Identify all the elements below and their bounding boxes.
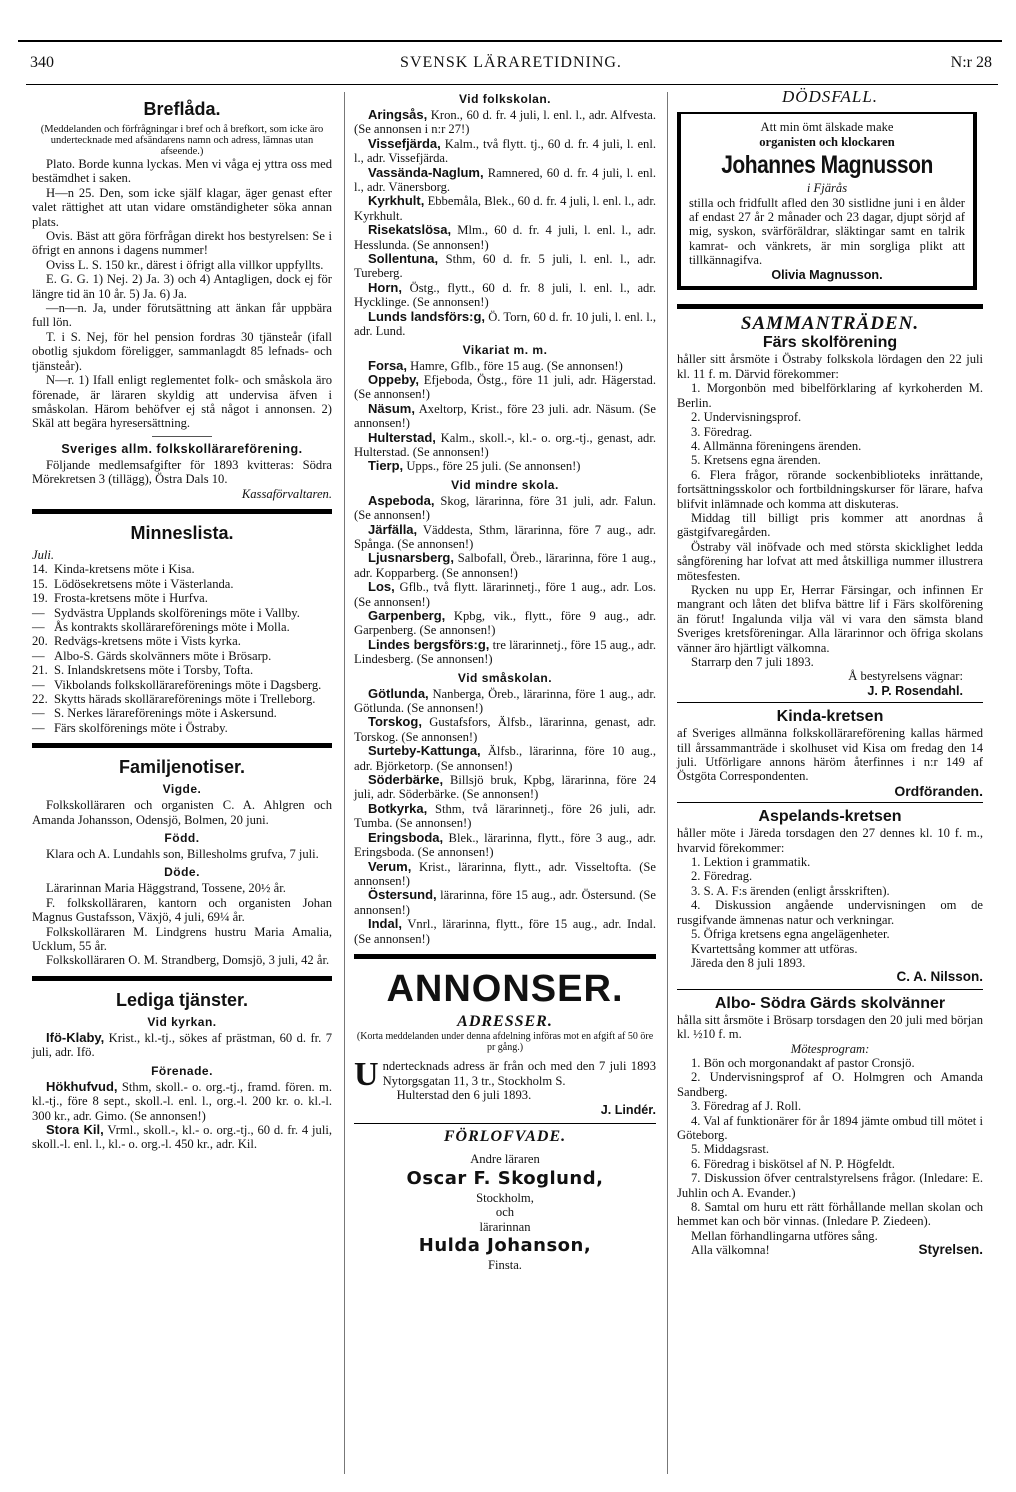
listing-entry (354, 166, 656, 195)
agenda-item: 6. Flera frågor, rörande sockenbiblioteks inrättande, fortsättningsskolor och fortbildningskurser för lärare, hafva blifvit inlämnade och komma att diskuteras. (677, 467, 983, 511)
agenda-item: 7. Diskussion öfver centralstyrelsens frågor. (Inledare: E. Juhlin och A. Evander.) (677, 1171, 983, 1200)
place-name: Tierp, (368, 458, 404, 474)
place-name: Ljusnarsberg, (368, 550, 454, 566)
calendar-event: Vikbolands folkskollärareförenings möte i Dagsberg. (54, 677, 322, 692)
listing-entry (354, 223, 656, 252)
listing-entry (354, 252, 656, 281)
listing-entry (354, 917, 656, 946)
place-name: Torskog, (368, 714, 422, 730)
listing-details: lärarinna, före 15 aug., adr. Östersund. (Se annonsen!) (354, 888, 656, 917)
place-name: Lunds landsförs:g, (368, 308, 486, 324)
listing-entry (32, 1080, 332, 1123)
calendar-day: 14. (32, 562, 48, 577)
listing-entry (354, 744, 656, 773)
subheading: Vikariat m. m. (462, 342, 548, 357)
place-name: Götlunda, (368, 685, 429, 701)
section-heading: Sveriges allm. folkskollärareförening. (61, 441, 303, 456)
calendar-item (32, 692, 332, 706)
listing-entry (354, 580, 656, 609)
listing-entry (354, 373, 656, 402)
divider (677, 304, 983, 309)
agenda-item: 5. Öfriga kretsens egna angelägenheter. (691, 927, 890, 942)
death-entry: F. folkskolläraren, kantorn och organisten Johan Magnus Gustafsson, Växjö, 4 juli, 69¼ år. (32, 895, 332, 925)
signature: Kassaförvaltaren. (241, 486, 332, 501)
listing-entry (354, 638, 656, 667)
dateline: Järeda den 8 juli 1893. (691, 955, 806, 970)
death-entry: Folkskolläraren O. M. Strandberg, Domsjö, 3 juli, 42 år. (46, 953, 330, 968)
paragraph: håller sitt årsmöte i Östraby folkskola lördagen den 22 juli kl. 11 f. m. Därvid förekommer: (677, 352, 983, 381)
subheading: Kinda-kretsen (776, 708, 884, 726)
dateline: Hulterstad den 6 juli 1893. (396, 1088, 532, 1103)
listing-details: Gustafsfors, Älfsb., lärarinna, genast, adr. Torskog. (Se annonsen!) (354, 715, 656, 744)
program-label: Mötesprogram: (790, 1041, 870, 1056)
drop-cap: U (354, 1056, 379, 1094)
vacancy-list (354, 359, 656, 474)
month-label: Juli. (32, 547, 55, 562)
listing-entry (354, 459, 656, 473)
paragraph: Följande medlemsafgifter för 1893 kvitteras: Södra Mörekretsen 3 (tillägg), Östra Dals 10. (32, 457, 332, 487)
death-entry: Lärarinnan Maria Häggstrand, Tossene, 20½ år. (46, 881, 286, 896)
listing-details: Krist., kl.-tj., sökes af prästman, 60 d. fr. 7 juli, adr. Ifö. (32, 1030, 332, 1060)
letters-list (32, 157, 332, 431)
place-name: Stora Kil, (46, 1121, 104, 1137)
place-name: Järfälla, (368, 521, 418, 537)
listing-details: Vrml., skoll.-, kl.- o. org.-tj., 60 d. fr. 4 juli, skoll.-l. enl. l., kl.- o. org.-l. 450 kr., adr. Kil. (32, 1122, 332, 1152)
agenda-item: 2. Undervisningsprof. (691, 410, 802, 425)
place-name: Oppeby, (368, 371, 420, 387)
agenda-item: 3. Föredrag af J. Roll. (691, 1099, 802, 1114)
listing-entry (354, 523, 656, 552)
calendar-event: S. Nerkes lärareförenings möte i Askersund. (54, 706, 277, 721)
place-name: Vissefjärda, (368, 135, 441, 151)
line: lärarinnan (479, 1219, 531, 1234)
calendar-event: Albo-S. Gärds skolvänners möte i Brösarp. (54, 648, 272, 663)
listing-details: Efjeboda, Östg., före 11 juli, adr. Hägerstad. (Se annonsen!) (354, 372, 656, 402)
listing-entry (32, 1031, 332, 1060)
section-heading: Breflåda. (143, 99, 221, 119)
listing-entry (354, 494, 656, 523)
subheading: Albo- Södra Gärds skolvänner (714, 994, 946, 1012)
listing-details: Kalm., två flytt. tj., 60 d. fr. 4 juli, l. enl. l., adr. Vissefjärda. (354, 136, 656, 166)
place-name: Sollentuna, (368, 251, 439, 267)
listing-entry (354, 888, 656, 917)
column-divider (667, 92, 668, 1474)
agenda-item: 3. Föredrag. (691, 424, 753, 439)
paragraph: Mellan förhandlingarna utföres sång. (691, 1228, 878, 1243)
calendar-day: — (32, 677, 45, 692)
place-name: Näsum, (368, 400, 415, 416)
vacancy-list (354, 494, 656, 667)
listing-entry (354, 831, 656, 860)
letter-reply: H—n 25. Den, som icke själf klagar, äger genast efter valet rättighet att utan vidare omständigheter söka annan plats. (32, 185, 332, 229)
paragraph: Östraby väl inöfvade och med största skicklighet ledda sångförening har lofvat att med åtskilliga nummer illustrera mötesfesten. (677, 539, 983, 583)
signature: C. A. Nilsson. (896, 969, 983, 985)
place-name: Los, (368, 579, 395, 595)
signature: Ordföranden. (894, 782, 983, 799)
closing-text: Alla välkomna! (691, 1243, 770, 1258)
divider (677, 802, 983, 803)
listing-details: Kron., 60 d. fr. 4 juli, l. enl. l., adr. Alfvesta. (Se annonsen i n:r 27!) (354, 108, 656, 137)
address-notice (354, 1056, 656, 1117)
calendar-day: 20. (32, 634, 48, 649)
letter-reply: T. i S. Nej, för hel pension fordras 30 tjänsteår (ifall obotlig sjukdom föreligger, sammanlagdt 85 lefnads- och tjänsteår). (32, 329, 332, 373)
line: och (495, 1205, 515, 1220)
line: Finsta. (488, 1258, 522, 1272)
calendar-item (32, 606, 332, 620)
listing-entry (354, 108, 656, 137)
closing-line (677, 1243, 983, 1257)
place-name: Östersund, (368, 887, 437, 903)
vacancy-list (354, 687, 656, 946)
paragraph: Rycken nu upp Er, Herrar Färsingar, och infinnen Er mangrant och låten det blifva bättre lif i Färs skolförening än förut! Ingalunda vilja väl vi vara den sämsta bland Sveriges kretsföreningar. Alla lärarinnor och öfriga skolans vänner äro hjärtligt välkomna. (677, 582, 983, 655)
listing-entry (354, 402, 656, 431)
letter-reply: —n—n. Ja, under förutsättning att änkan får uppbära full lön. (32, 301, 332, 330)
subheading: Förenade. (151, 1063, 213, 1078)
subheading: Färs skolförening (762, 334, 898, 352)
place-name: Hökhufvud, (46, 1078, 118, 1094)
calendar-event: Frosta-kretsens möte i Hurfva. (54, 591, 208, 606)
divider (354, 954, 656, 959)
listing-details: Vnrl., lärarinna, flytt., före 15 aug., adr. Indal. (Se annonsen!) (354, 917, 656, 946)
listing-entry (354, 359, 656, 373)
person-name: Hulda Johanson, (418, 1235, 592, 1256)
listing-details: Salbofall, Öreb., lärarinna, före 1 aug., adr. Kopparberg. (Se annonsen!) (354, 551, 656, 580)
dateline: Starrarp den 7 juli 1893. (691, 655, 814, 669)
agenda-list (677, 855, 983, 941)
agenda-item: 5. Kretsens egna ärenden. (691, 453, 821, 468)
place: i Fjärås (806, 181, 848, 196)
calendar-day: — (32, 619, 45, 634)
agenda-item: 1. Lektion i grammatik. (691, 855, 811, 870)
calendar-event: Redvägs-kretsens möte i Vists kyrka. (54, 634, 241, 649)
section-note: (Korta meddelanden under denna afdelning införas mot en afgift af 50 öre pr gång.) (356, 1031, 654, 1054)
place-name: Horn, (368, 279, 402, 295)
advertisements-heading: ANNONSER. (386, 967, 624, 1010)
vacancy-list (354, 108, 656, 339)
calendar-item (32, 678, 332, 692)
listing-details: Upps., före 25 juli. (Se annonsen!) (403, 459, 581, 474)
listing-entry (354, 687, 656, 716)
calendar-event: Färs skolförenings möte i Östraby. (54, 720, 228, 735)
place-name: Ifö-Klaby, (46, 1029, 105, 1045)
column-divider (344, 92, 345, 1474)
divider (32, 509, 332, 514)
place-name: Kyrkhult, (368, 193, 425, 209)
calendar-event: Sydvästra Upplands skolförenings möte i Vallby. (54, 605, 300, 620)
subheading: Vid folkskolan. (459, 92, 551, 106)
listing-entry (354, 551, 656, 580)
calendar-day: — (32, 605, 45, 620)
paragraph: håller möte i Järeda torsdagen den 27 dennes kl. 10 f. m., hvarvid förekommer: (677, 826, 983, 855)
person-name: Oscar F. Skoglund, (406, 1167, 604, 1189)
signature-line: Å bestyrelsens vägnar: (848, 669, 963, 684)
vacancy-list (32, 1031, 332, 1060)
section-heading: Familjenotiser. (118, 757, 246, 778)
calendar-item (32, 591, 332, 605)
section-heading: FÖRLOFVADE. (443, 1127, 567, 1145)
letter-reply: Ovis. Bäst att göra förfrågan direkt hos bestyrelsen: Se i öfrigt en annons i dagens nummer! (32, 229, 332, 258)
listing-details: Älfsb., lärarinna, före 10 aug., adr. Björketorp. (Se annonsen!) (354, 744, 656, 773)
calendar-item (32, 649, 332, 663)
calendar-item (32, 721, 332, 735)
listing-entry (354, 802, 656, 831)
line: Att min ömt älskade make (760, 120, 894, 135)
calendar-day: 21. (32, 663, 48, 678)
listing-details: Östg., flytt., 60 d. fr. 8 juli, l. enl. l., adr. Hycklinge. (Se annonsen!) (354, 280, 656, 310)
subheading: Aspelands-kretsen (758, 808, 902, 826)
agenda-item: 1. Bön och morgonandakt af pastor Cronsjö. (691, 1055, 915, 1070)
listing-details: Axeltorp, Krist., före 23 juli. adr. Näsum. (Se annonsen!) (354, 401, 656, 431)
listing-details: Ramnered, 60 d. fr. 4 juli, l. enl. l., adr. Vänersborg. (354, 165, 656, 195)
section-heading: Minneslista. (130, 522, 234, 543)
calendar-item (32, 706, 332, 720)
vacancy-list (32, 1080, 332, 1152)
divider (677, 702, 983, 703)
place-name: Hulterstad, (368, 429, 436, 445)
agenda-item: 4. Val af funktionärer för år 1894 jämte ombud till mötet i Göteborg. (677, 1113, 983, 1142)
paragraph: Kvartettsång kommer att utföras. (691, 941, 858, 956)
listing-entry (354, 773, 656, 802)
place-name: Eringsboda, (368, 829, 444, 845)
letter-reply: Oviss L. S. 150 kr., därest i öfrigt alla villkor uppfyllts. (46, 257, 324, 272)
listing-entry (354, 860, 656, 889)
place-name: Indal, (368, 916, 402, 932)
agenda-item: 2. Undervisningsprof af O. Holmgren och Amanda Sandberg. (677, 1070, 983, 1099)
listing-details: Skog, lärarinna, före 31 juli, adr. Falun. (Se annonsen!) (354, 493, 656, 523)
page-header (30, 54, 992, 80)
agenda-list (677, 1056, 983, 1229)
line: organisten och klockaren (759, 134, 895, 149)
listing-entry (354, 609, 656, 638)
section-heading: ADRESSER. (457, 1012, 553, 1030)
letter-reply: N—r. 1) Ifall enligt reglementet folk- och småskola äro förenade, är läraren skyldig att undervisa äfven i småskolan. Härom behöfver ej stå något i annonsen. 2) Skäl att begära hyresersättning. (32, 373, 332, 431)
calendar-list (32, 562, 332, 735)
listing-details: Sthm, 60 d. fr. 5 juli, l. enl. l., adr. Tureberg. (354, 252, 656, 281)
subheading: Vid kyrkan. (147, 1014, 217, 1029)
listing-details: Gflb., två flytt. lärarinnetj., före 1 aug., adr. Los. (Se annonsen!) (354, 580, 656, 609)
listing-entry (354, 281, 656, 310)
agenda-item: 3. S. A. F:s ärenden (enligt årsskriften). (691, 883, 890, 898)
divider (32, 976, 332, 981)
listing-entry (32, 1123, 332, 1152)
signature: Olivia Magnusson. (771, 267, 883, 282)
calendar-item (32, 663, 332, 677)
signature: Styrelsen. (918, 1242, 983, 1258)
paragraph: Folkskolläraren och organisten C. A. Ahlgren och Amanda Johansson, Odensjö, Bolmen, 20 juni. (32, 798, 332, 827)
place-name: Surteby-Kattunga, (368, 743, 481, 759)
place-name: Vassända-Naglum, (368, 164, 484, 180)
place-name: Söderbärke, (368, 772, 444, 788)
letter-reply: Plato. Borde kunna lyckas. Men vi våga ej yttra oss med bestämdhet i saken. (32, 157, 332, 186)
listing-entry (354, 431, 656, 460)
paragraph: ndertecknads adress är från och med den 7 juli 1893 Nytorgsgatan 11, 3 tr., Stockholm S. (382, 1059, 656, 1088)
engagement-notice (354, 1152, 656, 1272)
listing-details: Väddesta, Sthm, lärarinna, före 7 aug., adr. Spånga. (Se annonsen!) (354, 522, 656, 551)
place-name: Aspeboda, (368, 492, 435, 508)
listing-entry (354, 715, 656, 744)
column-middle (354, 90, 656, 1272)
listing-details: Hamre, Gflb., före 15 aug. (Se annonsen!) (407, 358, 623, 373)
place-name: Garpenberg, (368, 608, 446, 623)
section-heading: DÖDSFALL. (781, 87, 879, 106)
calendar-event: S. Inlandskretsens möte i Torsby, Tofta. (54, 663, 254, 678)
agenda-item: 4. Allmänna föreningens ärenden. (691, 438, 862, 453)
calendar-day: — (32, 720, 45, 735)
section-heading: SAMMANTRÄDEN. (740, 313, 920, 335)
listing-details: Billsjö bruk, Kpbg, lärarinna, före 24 juli, adr. Söderbärke. (Se annonsen!) (354, 773, 656, 802)
signature: J. Lindér. (600, 1102, 656, 1117)
agenda-list (677, 381, 983, 511)
paragraph: Middag till billigt pris kommer att anordnas å gästgifvaregården. (677, 510, 983, 540)
calendar-item (32, 577, 332, 591)
subheading: Vid småskolan. (457, 670, 553, 685)
divider (32, 743, 332, 748)
subheading: Född. (164, 831, 200, 846)
agenda-item: 1. Morgonbön med bibelförklaring af kyrkoherden M. Berlin. (677, 381, 983, 410)
agenda-item: 5. Middagsrast. (691, 1142, 770, 1157)
column-left (32, 90, 332, 1152)
listing-details: Nanberga, Öreb., lärarinna, före 1 aug., adr. Götlunda. (Se annonsen!) (354, 686, 656, 716)
place-name: Forsa, (368, 357, 408, 373)
calendar-event: Kinda-kretsens möte i Kisa. (54, 562, 195, 577)
calendar-day: — (32, 706, 45, 721)
header-rule (26, 84, 998, 85)
agenda-item: 2. Föredrag. (691, 869, 753, 884)
place-name: Verum, (368, 858, 412, 874)
signature: J. P. Rosendahl. (867, 683, 963, 698)
listing-details: Sthm, två lärarinnetj., före 26 juli, adr. Tumba. (Se annonsen!) (354, 801, 656, 831)
line: Andre läraren (470, 1152, 540, 1167)
subheading: Vigde. (162, 782, 202, 797)
deceased-name: Johannes Magnusson (721, 151, 933, 180)
place-name: Risekatslösa, (368, 222, 452, 238)
issue-number: N:r 28 (950, 54, 992, 71)
calendar-day: 19. (32, 591, 48, 606)
calendar-day: 15. (32, 576, 48, 591)
listing-details: Kpbg, vik., flytt., före 9 aug., adr. Garpenberg. (Se annonsen!) (354, 609, 656, 638)
paragraph: stilla och fridfullt afled den 30 sistlidne juni i en ålder af endast 27 år 2 månader och 23 dagar, djupt sörjd af mig, syskon, svärföräldrar, släktingar samt en talrik kamrat- och vänkrets, är min sorgliga plikt att tillkännagifva. (689, 195, 965, 268)
listing-details: Ö. Torn, 60 d. fr. 10 juli, l. enl. l., adr. Lund. (354, 309, 656, 339)
listing-details: tre lärarinnetj., före 15 aug., adr. Lindesberg. (Se annonsen!) (354, 637, 656, 667)
death-entry: Folkskolläraren M. Lindgrens hustru Maria Amalia, Ucklum, 55 år. (32, 924, 332, 954)
listing-details: Blek., lärarinna, flytt., före 3 aug., adr. Eringsboda. (Se annonsen!) (354, 830, 656, 860)
agenda-item: 8. Samtal om huru ett rätt förhållande mellan skolan och hemmet kan och bör vinnas. (Inledare P. Ziedeen). (677, 1200, 983, 1229)
calendar-item (32, 620, 332, 634)
listing-entry (354, 310, 656, 339)
calendar-item (32, 562, 332, 576)
divider (354, 1123, 656, 1124)
listing-details: Ebbemåla, Blek., 60 d. fr. 4 juli, l. enl. l., adr. Kyrkhult. (354, 194, 656, 223)
column-right (677, 87, 983, 1258)
divider (677, 989, 983, 990)
section-heading: Lediga tjänster. (115, 989, 249, 1010)
newspaper-title: SVENSK LÄRARETIDNING. (400, 54, 622, 71)
listing-details: Kalm., skoll.-, kl.- o. org.-tj., genast, adr. Hulterstad. (Se annonsen!) (354, 430, 656, 459)
subheading: Döde. (164, 865, 200, 880)
agenda-item: 6. Föredrag i biskötsel af N. P. Högfeldt. (691, 1156, 895, 1171)
listing-details: Krist., lärarinna, flytt., adr. Visseltofta. (Se annonsen!) (354, 859, 656, 888)
paragraph: hålla sitt årsmöte i Brösarp torsdagen den 20 juli med början kl. ½10 f. m. (677, 1012, 983, 1042)
divider (152, 436, 212, 437)
agenda-item: 4. Diskussion angående undervisningen om de rusgifvande ämnenas natur och verkningar. (677, 898, 983, 927)
listing-details: Mlm., 60 d. fr. 4 juli, l. enl. l., adr. Hesslunda. (Se annonsen!) (354, 223, 656, 252)
page-number: 340 (30, 54, 54, 71)
calendar-event: Ås kontrakts skollärareförenings möte i Molla. (54, 619, 290, 634)
subheading: Vid mindre skola. (451, 477, 559, 492)
death-notice (677, 112, 977, 290)
place-name: Lindes bergsförs:g, (368, 636, 490, 652)
listing-details: Sthm, skoll.- o. org.-tj., framd. fören. m. kl.-tj., före 8 sept., skoll.-l. enl. l., org.-l. 200 kr. o. kl.-l. 300 kr., adr. Gimo. (Se annonsen!) (32, 1079, 332, 1123)
paragraph: af Sveriges allmänna folkskollärareförening kallas härmed till årssammanträde i skolhuset vid Kisa om fredag den 14 juli. Utförligare annons häröm återfinnes i n:r 149 af Östgöta Correspondenten. (677, 726, 983, 784)
line: Stockholm, (476, 1190, 534, 1205)
calendar-item (32, 634, 332, 648)
paragraph: Klara och A. Lundahls son, Billesholms grufva, 7 juli. (46, 847, 319, 862)
calendar-day: — (32, 648, 45, 663)
calendar-event: Lödösekretsens möte i Västerlanda. (54, 576, 234, 591)
place-name: Botkyrka, (368, 800, 428, 816)
place-name: Aringsås, (368, 107, 428, 122)
top-rule (18, 40, 1002, 42)
letter-reply: E. G. G. 1) Nej. 2) Ja. 3) och 4) Antagligen, dock ej för längre tid än 10 år. 5) Ja. 6) Ja. (32, 272, 332, 301)
calendar-event: Skytts härads skollärareförenings möte i Trelleborg. (54, 692, 316, 706)
listing-entry (354, 194, 656, 223)
deaths-list (32, 881, 332, 967)
listing-entry (354, 137, 656, 166)
calendar-day: 22. (32, 692, 48, 706)
section-note: (Meddelanden och förfrågningar i bref och å brefkort, som icke äro undertecknade med afsändarens namn och adress, lämnas utan afseende.) (40, 124, 324, 157)
